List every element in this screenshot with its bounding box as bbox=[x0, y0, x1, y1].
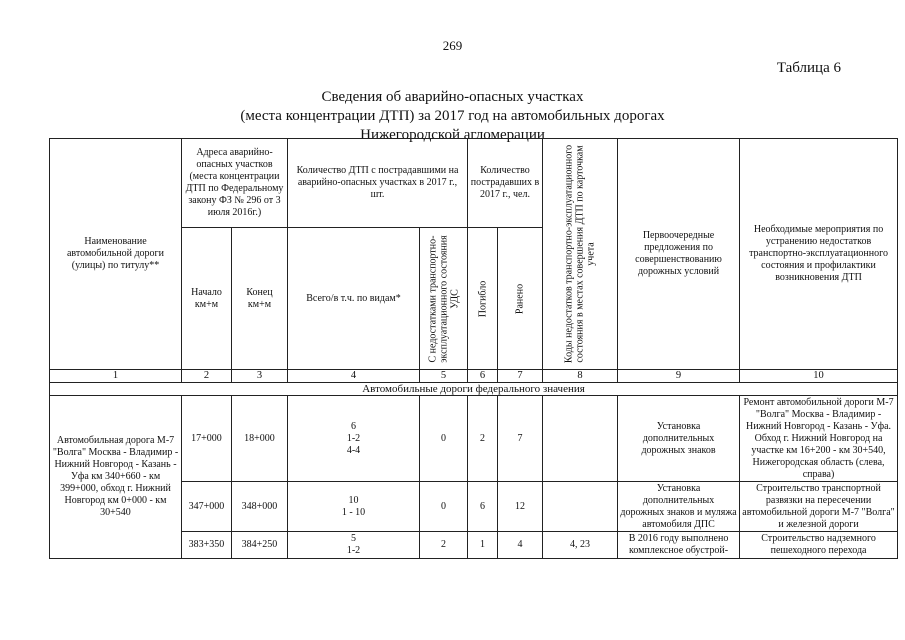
header-injured bbox=[498, 228, 543, 370]
header-end: Конец км+м bbox=[232, 228, 288, 370]
end-km: 384+250 bbox=[232, 532, 288, 559]
header-defect-codes-text: Коды недостатков транспортно-эксплуатационного состояния в местах совершения ДТП по карточкам учета bbox=[563, 144, 597, 364]
total-dtp-count: 10 bbox=[348, 494, 359, 506]
proposal: Установка дополнительных дорожных знаков и муляжа автомобиля ДПС bbox=[618, 482, 740, 532]
measures: Строительство транспортной развязки на пересечении автомобильной дороги М-7 "Волга" и железной дороги bbox=[740, 482, 898, 532]
defects-count: 0 bbox=[420, 482, 468, 532]
col-number: 6 bbox=[468, 370, 498, 383]
start-km: 17+000 bbox=[182, 396, 232, 482]
section-title: Автомобильные дороги федерального значения bbox=[50, 383, 898, 396]
start-km: 347+000 bbox=[182, 482, 232, 532]
injured-count: 4 bbox=[498, 532, 543, 559]
header-killed bbox=[468, 228, 498, 370]
end-km: 348+000 bbox=[232, 482, 288, 532]
title-line-1: Сведения об аварийно-опасных участках bbox=[321, 89, 584, 105]
total-dtp-type: 1-2 bbox=[346, 432, 361, 444]
col-number: 2 bbox=[182, 370, 232, 383]
killed-count: 2 bbox=[468, 396, 498, 482]
end-km: 18+000 bbox=[232, 396, 288, 482]
road-name-cell: Автомобильная дорога М-7 "Волга" Москва - Владимир - Нижний Новгород - Казань - Уфа км 340+660 - км 399+000, обход г. Нижний Новгород км 0+000 - км 30+540 bbox=[50, 396, 182, 559]
defect-codes bbox=[543, 482, 618, 532]
header-victims-group: Количество пострадавших в 2017 г., чел. bbox=[468, 139, 543, 228]
defect-codes: 4, 23 bbox=[543, 532, 618, 559]
col-number: 8 bbox=[543, 370, 618, 383]
title-line-3: Нижегородской агломерации bbox=[360, 127, 545, 143]
total-dtp-count: 6 bbox=[351, 420, 356, 432]
total-dtp bbox=[288, 482, 420, 532]
document-title bbox=[0, 88, 905, 145]
defects-count: 2 bbox=[420, 532, 468, 559]
header-defects bbox=[420, 228, 468, 370]
page-number: 269 bbox=[442, 38, 463, 53]
title-line-2: (места концентрации ДТП) за 2017 год на автомобильных дорогах bbox=[240, 108, 665, 124]
proposal: Установка дополнительных дорожных знаков bbox=[618, 396, 740, 482]
start-km: 383+350 bbox=[182, 532, 232, 559]
col-number: 10 bbox=[740, 370, 898, 383]
measures: Ремонт автомобильной дороги М-7 "Волга" Москва - Владимир - Нижний Новгород - Казань - Уфа. Обход г. Нижний Новгород на участке км 16+200 - км 30+540, Нижегородская область (слева, справа) bbox=[740, 396, 898, 482]
col-number: 9 bbox=[618, 370, 740, 383]
accident-sites-table bbox=[49, 138, 898, 559]
col-number: 5 bbox=[420, 370, 468, 383]
total-dtp bbox=[288, 532, 420, 559]
defect-codes bbox=[543, 396, 618, 482]
table-label: Таблица 6 bbox=[776, 60, 841, 76]
header-start: Начало км+м bbox=[182, 228, 232, 370]
header-dtp-group: Количество ДТП с пострадавшими на аварийно-опасных участках в 2017 г., шт. bbox=[288, 139, 468, 228]
col-number: 7 bbox=[498, 370, 543, 383]
total-dtp-type: 4-4 bbox=[346, 444, 361, 456]
killed-count: 6 bbox=[468, 482, 498, 532]
header-road-name: Наименование автомобильной дороги (улицы) по титулу** bbox=[50, 139, 182, 370]
col-number: 3 bbox=[232, 370, 288, 383]
table-row bbox=[50, 396, 898, 482]
header-proposals: Первоочередные предложения по совершенствованию дорожных условий bbox=[618, 139, 740, 370]
injured-count: 12 bbox=[498, 482, 543, 532]
total-dtp-type: 1 - 10 bbox=[341, 506, 366, 518]
header-total: Всего/в т.ч. по видам* bbox=[288, 228, 420, 370]
header-address-group: Адреса аварийно-опасных участков (места концентрации ДТП по Федеральному закону ФЗ № 296 от 3 июля 2016г.) bbox=[182, 139, 288, 228]
column-numbers-row bbox=[50, 370, 898, 383]
total-dtp-type: 1-2 bbox=[346, 545, 361, 556]
col-number: 1 bbox=[50, 370, 182, 383]
proposal: В 2016 году выполнено комплексное обустрой- bbox=[618, 532, 740, 559]
header-defect-codes bbox=[543, 139, 618, 370]
header-injured-text: Ранено bbox=[514, 283, 526, 314]
col-number: 4 bbox=[288, 370, 420, 383]
total-dtp-count: 5 bbox=[351, 533, 356, 544]
defects-count: 0 bbox=[420, 396, 468, 482]
measures: Строительство надземного пешеходного перехода bbox=[740, 532, 898, 559]
killed-count: 1 bbox=[468, 532, 498, 559]
total-dtp bbox=[288, 396, 420, 482]
header-defects-text: С недостатками транспортно-эксплуатационного состояния УДС bbox=[427, 234, 460, 363]
injured-count: 7 bbox=[498, 396, 543, 482]
header-measures: Необходимые мероприятия по устранению недостатков транспортно-эксплуатационного состояния и профилактики возникновения ДТП bbox=[740, 139, 898, 370]
header-killed-text: Погибло bbox=[477, 280, 489, 317]
